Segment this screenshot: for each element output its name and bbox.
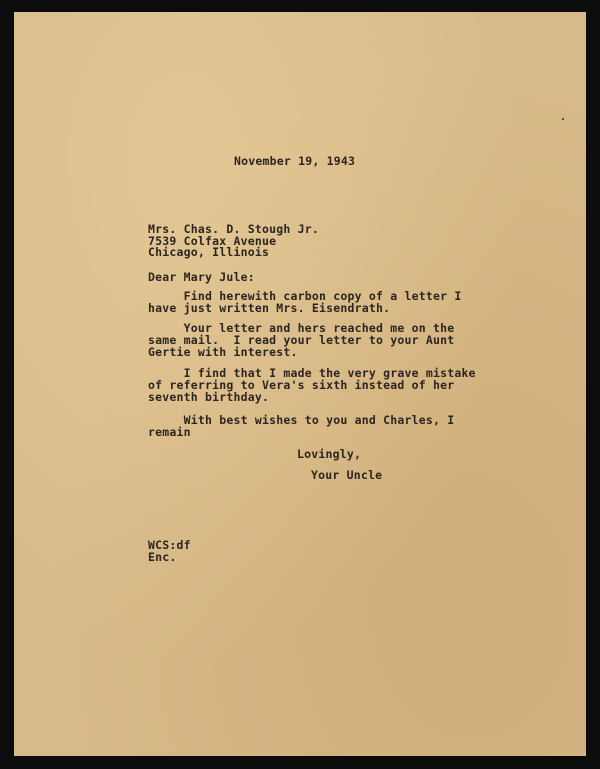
paragraph-3-line-1: I find that I made the very grave mistake bbox=[148, 366, 476, 380]
recipient-name: Mrs. Chas. D. Stough Jr. bbox=[148, 222, 319, 236]
paragraph-1-line-1: Find herewith carbon copy of a letter I bbox=[148, 289, 462, 303]
paragraph-2-line-3: Gertie with interest. bbox=[148, 345, 298, 359]
recipient-street: 7539 Colfax Avenue bbox=[148, 234, 277, 248]
signature: Your Uncle bbox=[311, 468, 383, 482]
enclosure-note: Enc. bbox=[148, 550, 177, 564]
letter-date: November 19, 1943 bbox=[234, 154, 356, 168]
paragraph-4-line-2: remain bbox=[148, 425, 191, 439]
paragraph-1-line-2: have just written Mrs. Eisendrath. bbox=[148, 301, 391, 315]
recipient-city: Chicago, Illinois bbox=[148, 245, 270, 259]
paragraph-3-line-3: seventh birthday. bbox=[148, 390, 270, 404]
paper-speck bbox=[562, 118, 564, 120]
paragraph-2-line-1: Your letter and hers reached me on the bbox=[148, 321, 455, 335]
salutation: Dear Mary Jule: bbox=[148, 270, 255, 284]
reference-initials: WCS:df bbox=[148, 538, 191, 552]
paragraph-3-line-2: of referring to Vera's sixth instead of her bbox=[148, 378, 455, 392]
paragraph-4-line-1: With best wishes to you and Charles, I bbox=[148, 413, 455, 427]
closing: Lovingly, bbox=[297, 447, 362, 461]
paragraph-2-line-2: same mail. I read your letter to your Aunt bbox=[148, 333, 455, 347]
